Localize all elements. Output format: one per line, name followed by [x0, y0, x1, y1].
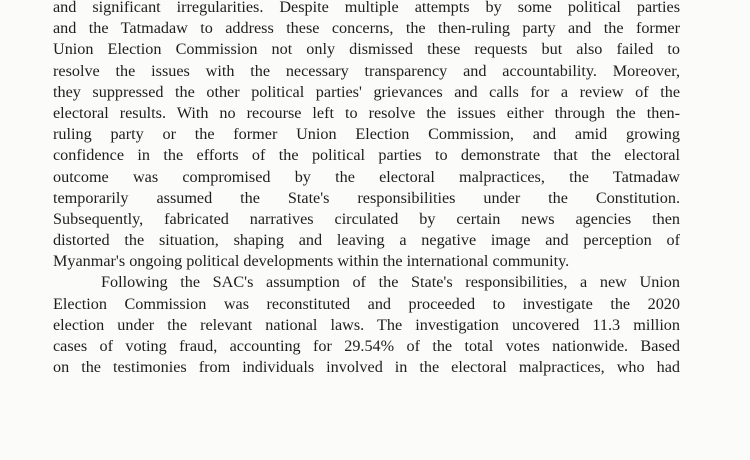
text-line: resolve the issues with the necessary transparency and accountability. Moreover, — [53, 61, 680, 80]
text-line: on the testimonies from individuals involved in the electoral malpractices, who had — [53, 358, 680, 377]
text-line: they suppressed the other political parties' grievances and calls for a review of the — [53, 82, 680, 101]
text-line: Election Commission was reconstituted and proceeded to investigate the 2020 — [53, 294, 680, 313]
text-line: and significant irregularities. Despite multiple attempts by some political parties — [53, 0, 680, 16]
document-text — [53, 0, 680, 378]
text-line: and the Tatmadaw to address these concerns, the then-ruling party and the former — [53, 19, 680, 38]
text-line: distorted the situation, shaping and leaving a negative image and perception of — [53, 231, 680, 250]
text-line: Union Election Commission not only dismissed these requests but also failed to — [53, 40, 680, 59]
text-line: Following the SAC's assumption of the State's responsibilities, a new Union — [101, 273, 680, 292]
text-line: Subsequently, fabricated narratives circulated by certain news agencies then — [53, 209, 680, 228]
paragraph-2 — [53, 272, 680, 378]
text-line: temporarily assumed the State's responsibilities under the Constitution. — [53, 188, 680, 207]
text-line: election under the relevant national laws. The investigation uncovered 11.3 million — [53, 315, 680, 334]
text-line: electoral results. With no recourse left to resolve the issues either through the then- — [53, 103, 680, 122]
text-line: outcome was compromised by the electoral malpractices, the Tatmadaw — [53, 167, 680, 186]
text-line: ruling party or the former Union Election Commission, and amid growing — [53, 125, 680, 144]
text-line: cases of voting fraud, accounting for 29.54% of the total votes nationwide. Based — [53, 337, 680, 355]
text-line: Myanmar's ongoing political developments within the international community. — [53, 252, 570, 271]
paragraph-1 — [53, 0, 680, 272]
text-line: confidence in the efforts of the political parties to demonstrate that the electoral — [53, 146, 680, 165]
